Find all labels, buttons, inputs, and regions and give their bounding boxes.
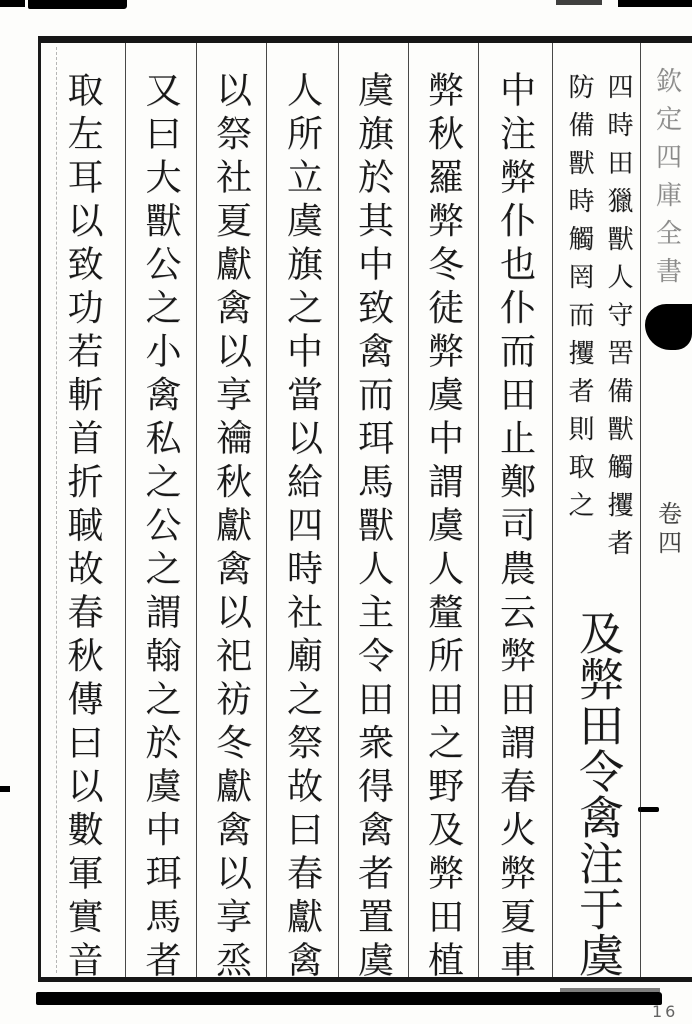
text-column-4-text: 人所立虞旗之中當以給四時社廟之祭故曰春獻禽 [282,71,323,985]
scan-artifact-top-strip [28,0,127,9]
text-column-1-text: 中注弊仆也仆而田止鄭司農云弊田謂春火弊夏車 [495,71,536,985]
series-title: 欽定四庫全書 [652,67,682,295]
text-column-7 [41,43,125,985]
annotation-column [552,43,640,977]
page-frame [38,36,692,985]
scan-artifact-top-left [0,0,25,7]
text-column-3 [338,43,408,985]
scan-artifact-top-right [618,0,692,7]
text-column-2-text: 弊秋羅弊冬徒弊虞中謂虞人釐所田之野及弊田植 [423,71,464,985]
text-column-5-text: 以祭社夏獻禽以享禴秋獻禽以祀祊冬獻禽以享烝 [211,71,252,985]
text-column-1 [478,43,552,985]
text-column-3-text: 虞旗於其中致禽而珥馬獸人主令田衆得禽者置虞 [353,71,394,985]
scan-artifact-top-dots [556,0,602,5]
scan-artifact-left-dash [0,786,10,792]
text-column-5 [196,43,266,985]
text-column-6 [125,43,196,985]
text-column-7-text: 取左耳以致功若斬首折聝故春秋傳曰以數軍實音 [63,71,103,985]
text-column-4 [266,43,338,985]
page-number: 16 [652,1002,679,1021]
annotation-outer-line: 防備獸時觸罔而攫者則取之 [565,73,594,529]
text-column-2 [408,43,478,985]
volume-label: 卷四 [653,501,680,559]
classic-main-text: 及弊田令禽注于虞 [572,610,622,978]
annotation-inner-line: 四時田獵獸人守罟備獸觸攫者 [604,73,633,567]
scan-artifact-bottom-band [36,992,662,1005]
text-column-6-text: 又曰大獸公之小禽私之公之謂翰之於虞中珥馬者 [141,71,181,985]
title-column [640,43,692,977]
